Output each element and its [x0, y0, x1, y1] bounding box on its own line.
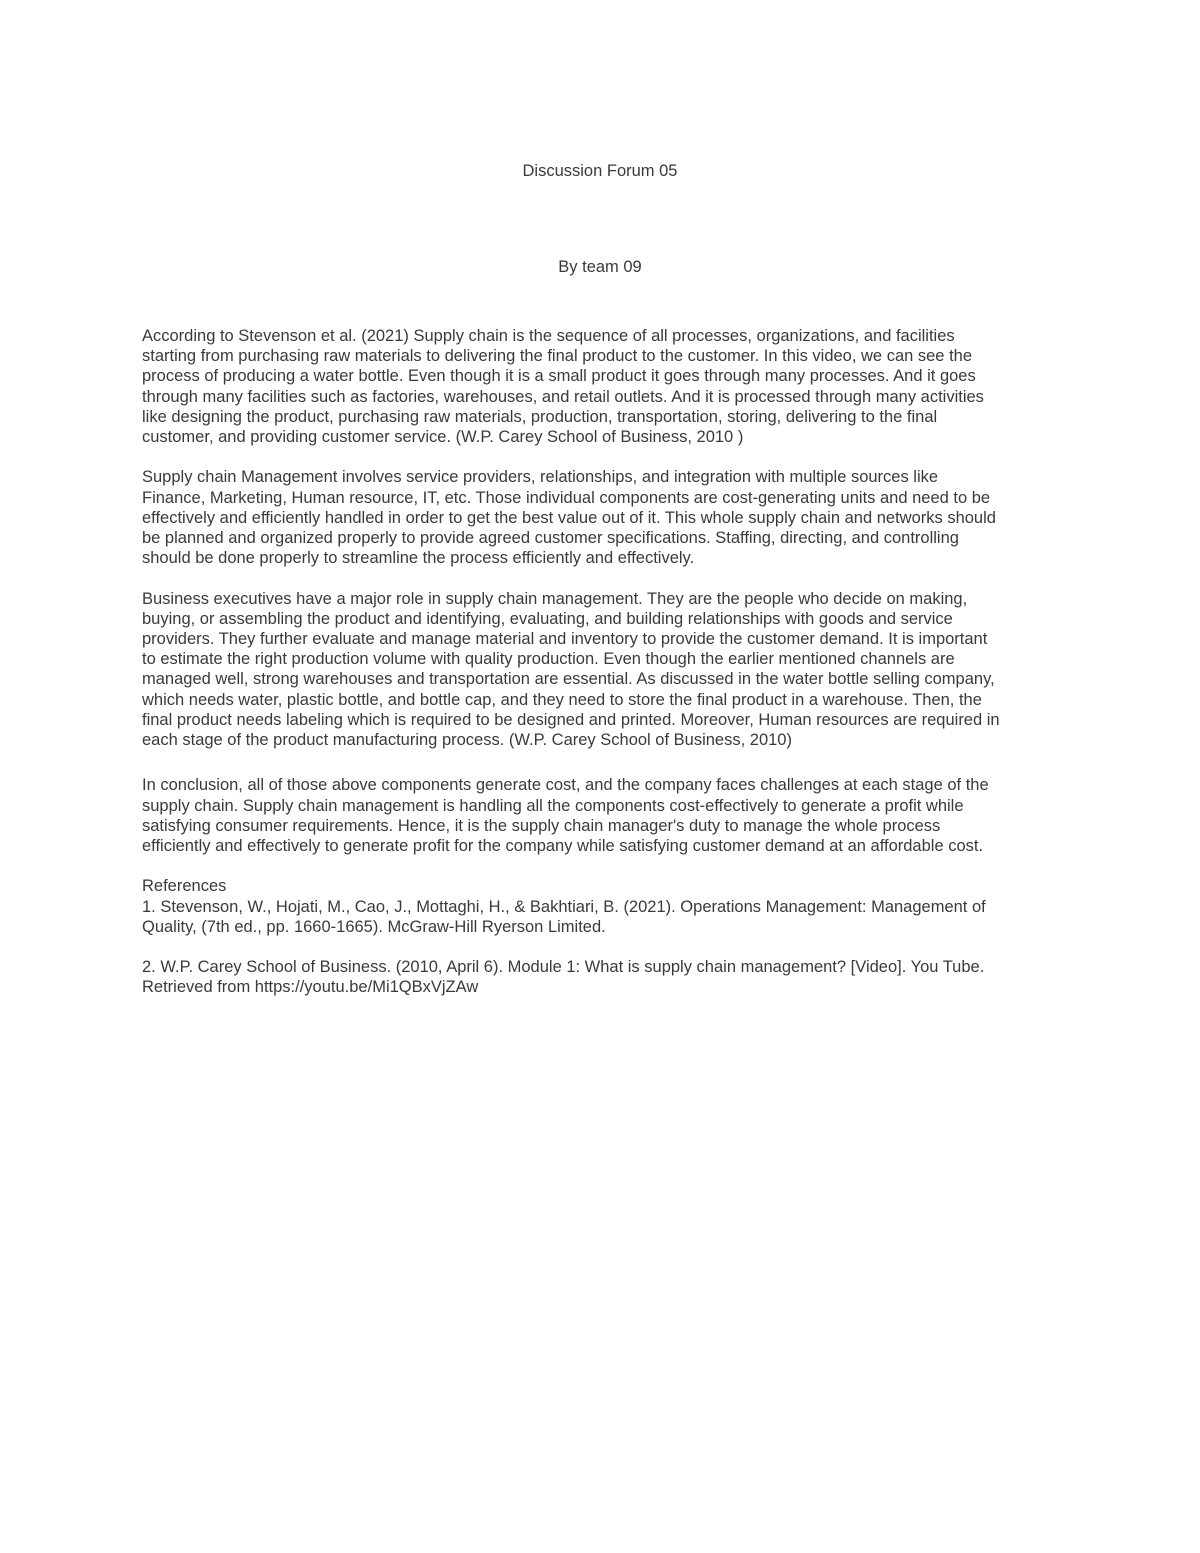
paragraph-line: like designing the product, purchasing raw materials, production, transportation, storing, delivering to the final [142, 407, 938, 426]
paragraph-line: Business executives have a major role in supply chain management. They are the people who decide on making, [142, 589, 968, 608]
paragraph-line: managed well, strong warehouses and transportation are essential. As discussed in the water bottle selling company, [142, 670, 995, 689]
paragraph-supply-chain-management [142, 467, 1072, 568]
document-body [142, 326, 1072, 998]
reference-item-line: 2. W.P. Carey School of Business. (2010, April 6). Module 1: What is supply chain management? [Video]. You Tube. [142, 958, 985, 977]
paragraph-spacer [142, 447, 1072, 467]
paragraph-line: customer, and providing customer service. (W.P. Carey School of Business, 2010 ) [142, 428, 744, 447]
paragraph-line: Supply chain Management involves service providers, relationships, and integration with multiple sources like [142, 468, 939, 487]
paragraph-supply-chain-definition [142, 326, 1072, 447]
paragraph-conclusion [142, 775, 1072, 856]
document-title: Discussion Forum 05 [522, 162, 678, 180]
paragraph-line: Finance, Marketing, Human resource, IT, etc. Those individual components are cost-generating units and need to be [142, 488, 991, 507]
paragraph-line: According to Stevenson et al. (2021) Supply chain is the sequence of all processes, organizations, and facilities [142, 327, 955, 345]
reference-item-line: 1. Stevenson, W., Hojati, M., Cao, J., Mottaghi, H., & Bakhtiari, B. (2021). Operations Management: Management of [142, 897, 986, 916]
paragraph-line: efficiently and effectively to generate profit for the company while satisfying customer demand at an affordable cost. [142, 837, 984, 856]
references-heading: References [142, 877, 227, 896]
paragraph-line: buying, or assembling the product and identifying, evaluating, and building relationships with goods and service [142, 609, 953, 628]
paragraph-spacer [142, 856, 1072, 876]
paragraph-line: which needs water, plastic bottle, and bottle cap, and they need to store the final product in a warehouse. Then, the [142, 690, 982, 709]
paragraph-line: providers. They further evaluate and manage material and inventory to provide the customer demand. It is important [142, 630, 988, 649]
paragraph-line: supply chain. Supply chain management is handling all the components cost-effectively to generate a profit while [142, 796, 964, 815]
paragraph-line: starting from purchasing raw materials to delivering the final product to the customer. In this video, we can see the [142, 347, 973, 366]
paragraph-spacer [142, 937, 1072, 957]
paragraph-line: through many facilities such as factories, warehouses, and retail outlets. And it is processed through many activities [142, 387, 984, 406]
paragraph-line: effectively and efficiently handled in order to get the best value out of it. This whole supply chain and networks should [142, 508, 996, 527]
paragraph-spacer [142, 750, 1072, 770]
paragraph-line: to estimate the right production volume with quality production. Even though the earlier mentioned channels are [142, 650, 955, 669]
references-section [142, 876, 1072, 997]
document-byline: By team 09 [558, 258, 642, 276]
paragraph-line: be planned and organized properly to provide agreed customer specifications. Staffing, directing, and controlling [142, 529, 959, 548]
paragraph-business-executives [142, 589, 1072, 751]
paragraph-line: should be done properly to streamline the process efficiently and effectively. [142, 549, 695, 568]
reference-item-line: Retrieved from https://youtu.be/Mi1QBxVjZAw [142, 978, 479, 997]
paragraph-line: final product needs labeling which is required to be designed and printed. Moreover, Human resources are required in [142, 710, 1000, 729]
paragraph-line: each stage of the product manufacturing process. (W.P. Carey School of Business, 2010) [142, 731, 792, 750]
paragraph-spacer [142, 568, 1072, 588]
paragraph-line: process of producing a water bottle. Even though it is a small product it goes through many processes. And it goes [142, 367, 976, 386]
paragraph-line: In conclusion, all of those above components generate cost, and the company faces challenges at each stage of the [142, 776, 989, 795]
reference-item-line: Quality, (7th ed., pp. 1660-1665). McGraw-Hill Ryerson Limited. [142, 917, 606, 936]
paragraph-line: satisfying consumer requirements. Hence, it is the supply chain manager's duty to manage the whole process [142, 816, 941, 835]
